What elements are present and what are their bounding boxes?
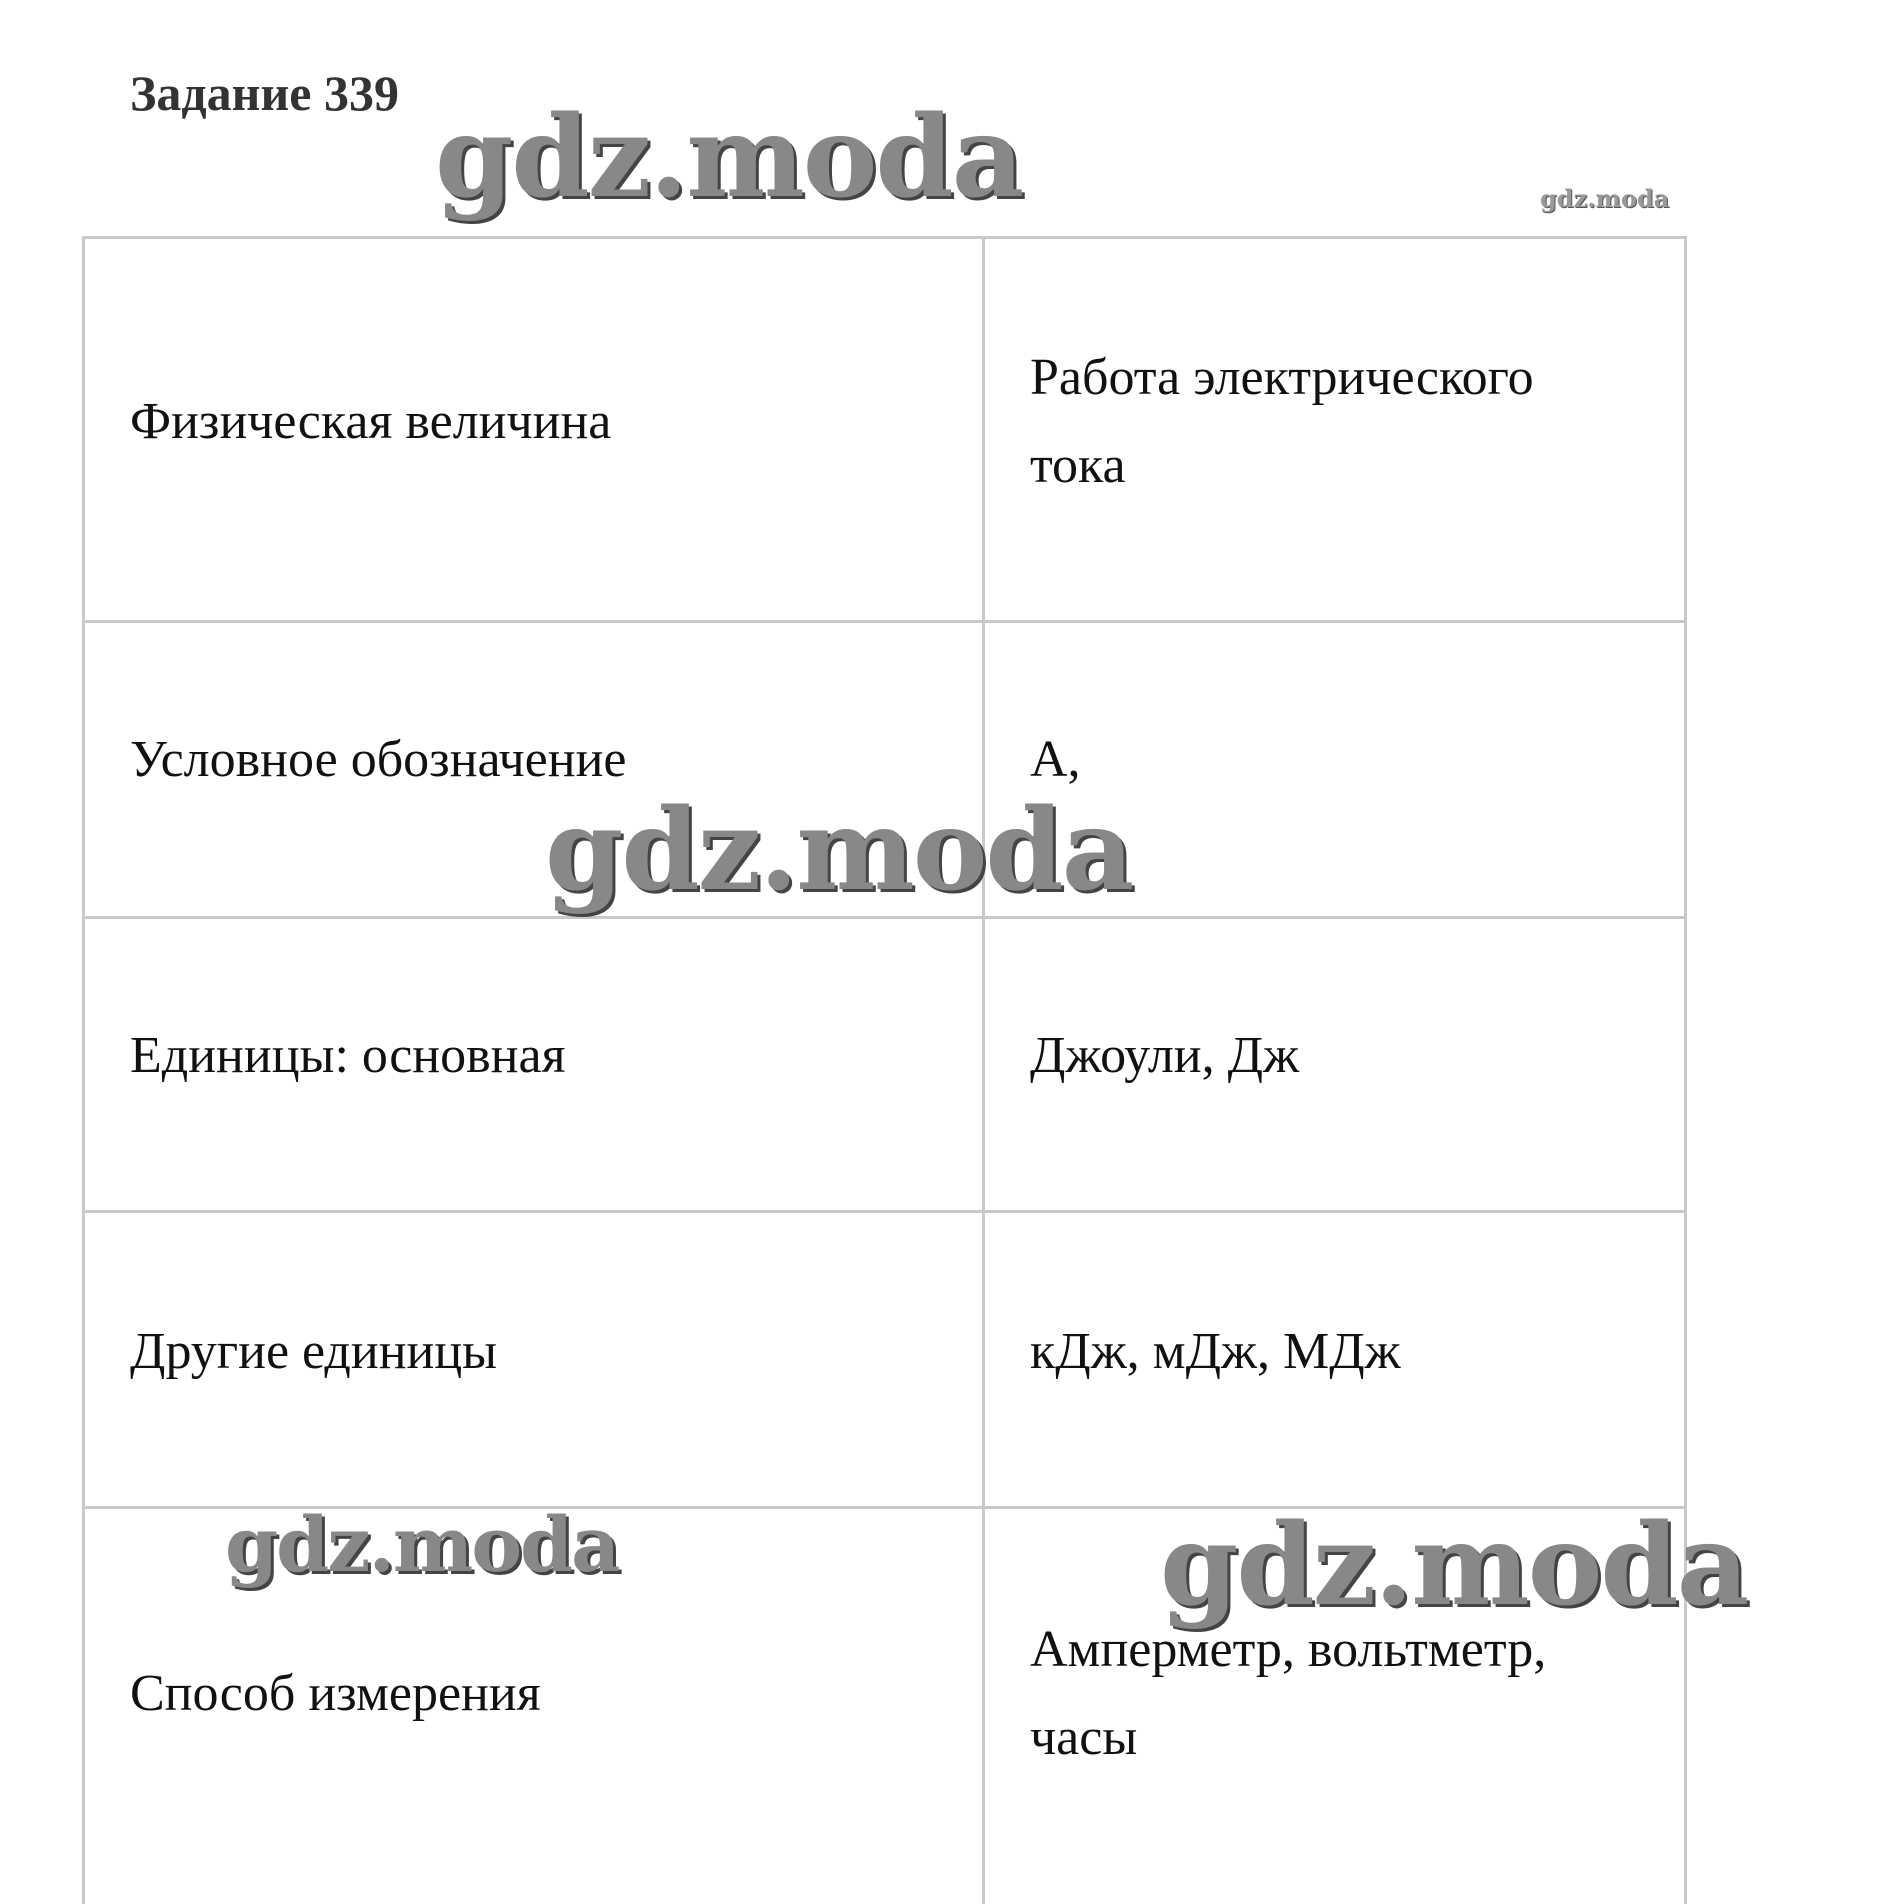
table-cell-value: Работа электрического (1030, 349, 1534, 406)
table-cell-label: Физическая величина (130, 393, 612, 450)
table-cell-label: Другие единицы (130, 1323, 498, 1380)
watermark-top: gdz.moda (435, 92, 1023, 223)
table-cell-value: Амперметр, вольтметр, (1030, 1621, 1547, 1678)
table-row-divider (82, 916, 1687, 919)
table-cell-label: Условное обозначение (130, 731, 627, 788)
watermark-small: gdz.moda (1540, 184, 1670, 213)
table-cell-value: Джоули, Дж (1030, 1027, 1300, 1084)
table-cell-value: кДж, мДж, МДж (1030, 1323, 1401, 1380)
table-cell-value: А, (1030, 731, 1081, 788)
table-border-right (1684, 236, 1687, 1904)
watermark-lower-right: gdz.moda (1160, 1500, 1748, 1631)
table-cell-value: тока (1030, 437, 1126, 494)
table-cell-label: Способ измерения (130, 1665, 541, 1722)
task-title: Задание 339 (130, 65, 399, 121)
watermark-middle: gdz.moda (545, 785, 1133, 916)
table-column-divider (982, 236, 985, 1904)
table-border-top (82, 236, 1687, 239)
watermark-lower-left: gdz.moda (225, 1500, 619, 1589)
table-cell-value: часы (1030, 1709, 1138, 1766)
table-row-divider (82, 1210, 1687, 1213)
table-border-left (82, 236, 85, 1904)
table-cell-label: Единицы: основная (130, 1027, 566, 1084)
table-row-divider (82, 620, 1687, 623)
